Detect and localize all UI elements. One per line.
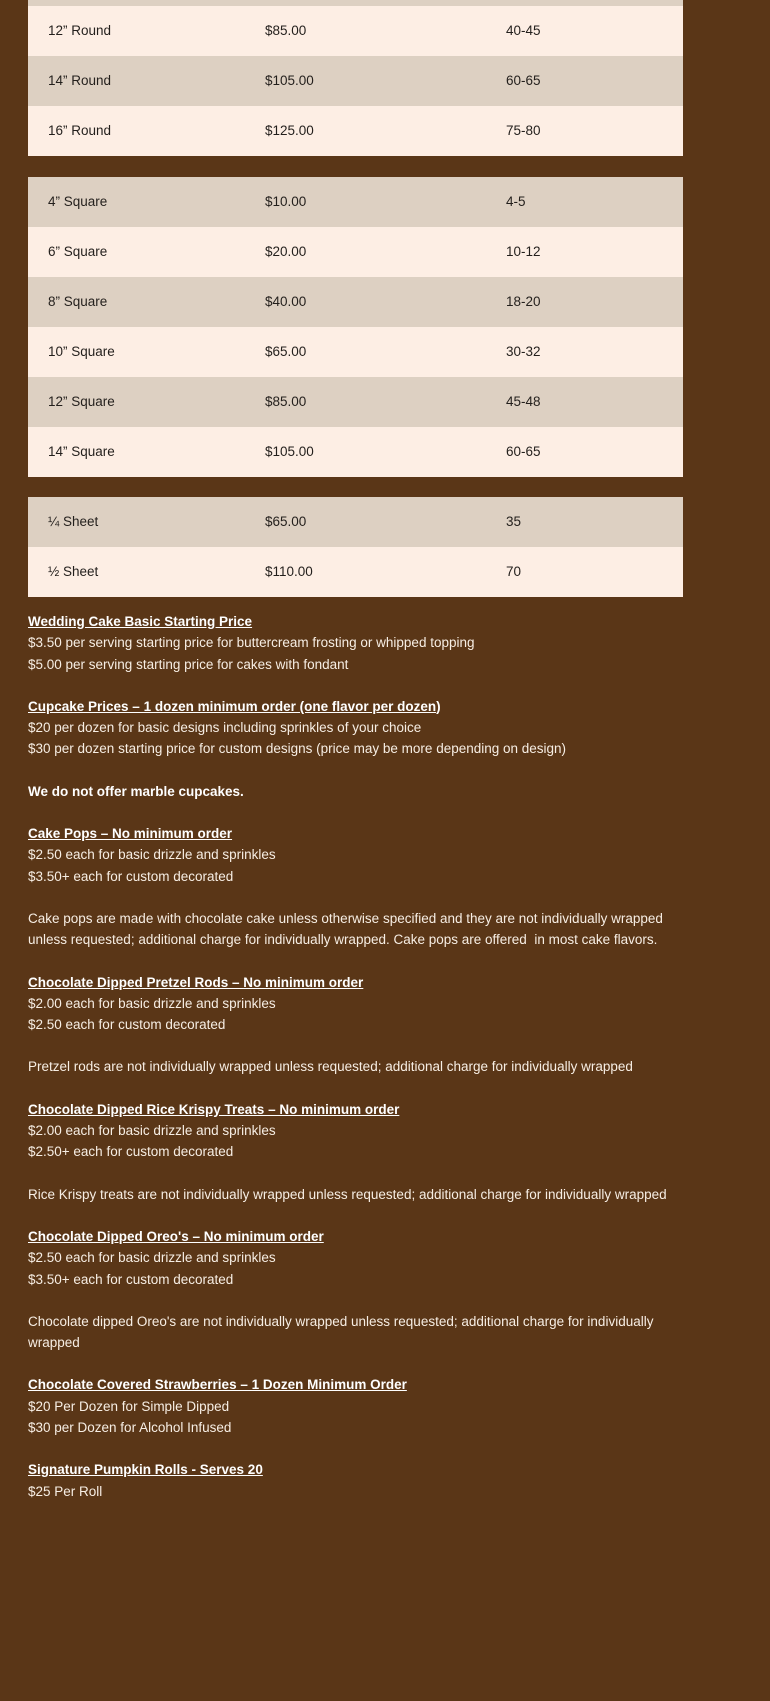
cell-serves: 60-65: [506, 443, 541, 459]
cell-size: ¼ Sheet: [48, 513, 99, 529]
cell-serves: 60-65: [506, 72, 541, 88]
cell-size: 12” Round: [48, 22, 112, 38]
cell-size: 8” Square: [48, 293, 108, 309]
cell-price: $10.00: [265, 193, 307, 209]
price-line: $3.50+ each for custom decorated: [28, 868, 234, 884]
round-cakes-body: [28, 0, 683, 156]
cell-serves: 45-48: [506, 393, 541, 409]
cell-price: $105.00: [265, 443, 314, 459]
price-line: $2.50 each for basic drizzle and sprinkles: [28, 847, 276, 863]
section-cake-pops: [28, 823, 700, 887]
cell-size: ½ Sheet: [48, 563, 99, 579]
cell-size: 10” Square: [48, 343, 115, 359]
section-heading-underlined: Chocolate Dipped Rice Krispy Treats – No minimum order: [28, 1101, 400, 1117]
table-row: [28, 327, 683, 377]
price-line: $2.50 each for custom decorated: [28, 1017, 226, 1033]
table-row: [28, 377, 683, 427]
pricing-details: [28, 597, 770, 1502]
price-line: $2.50+ each for custom decorated: [28, 1144, 234, 1160]
section-rice-krispy-note: [28, 1184, 700, 1205]
cell-size: 14” Round: [48, 72, 112, 88]
table-row: [28, 547, 683, 597]
price-line: $30 per Dozen for Alcohol Infused: [28, 1420, 232, 1436]
section-pretzel-rods-note: [28, 1056, 700, 1077]
section-pumpkin-rolls: [28, 1459, 700, 1502]
cell-size: 14” Square: [48, 443, 115, 459]
cell-serves: 35: [506, 513, 522, 529]
emphasis-note: We do not offer marble cupcakes.: [28, 783, 244, 799]
table-spacer: [28, 477, 770, 497]
section-heading: [28, 1459, 700, 1480]
section-oreos: [28, 1226, 700, 1290]
cell-size: 16” Round: [48, 122, 112, 138]
section-heading: [28, 972, 700, 993]
section-cupcakes: [28, 696, 700, 760]
section-heading-underlined: Chocolate Dipped Pretzel Rods – No minimum order: [28, 974, 364, 990]
section-heading: [28, 696, 700, 717]
price-line: $20 Per Dozen for Simple Dipped: [28, 1398, 230, 1414]
section-heading-underlined: Wedding Cake Basic Starting Price: [28, 614, 253, 629]
section-heading: [28, 1226, 700, 1247]
square-cakes-body: [28, 177, 683, 477]
price-line: $2.50 each for basic drizzle and sprinkles: [28, 1250, 276, 1266]
price-line: $3.50 per serving starting price for buttercream frosting or whipped topping: [28, 635, 475, 651]
section-strawberries: [28, 1374, 700, 1438]
cell-serves: 40-45: [506, 22, 541, 38]
cell-serves: 75-80: [506, 122, 541, 138]
cell-price: $40.00: [265, 293, 307, 309]
cell-size: 4” Square: [48, 193, 108, 209]
table-row: [28, 177, 683, 227]
price-line: $30 per dozen starting price for custom designs (price may be more depending on design): [28, 741, 567, 757]
table-row: [28, 427, 683, 477]
cell-price: $65.00: [265, 343, 307, 359]
section-oreos-note: [28, 1311, 700, 1354]
cell-serves: 18-20: [506, 293, 541, 309]
section-note: Pretzel rods are not individually wrapped unless requested; additional charge for individually wrapped: [28, 1059, 633, 1075]
cell-serves: 30-32: [506, 343, 541, 359]
price-line: $3.50+ each for custom decorated: [28, 1271, 234, 1287]
section-wedding-cake: [28, 611, 700, 675]
sheet-cakes-table: [28, 497, 683, 597]
section-marble-note: [28, 781, 700, 802]
table-row: [28, 497, 683, 547]
sheet-cakes-body: [28, 497, 683, 597]
cell-price: $105.00: [265, 72, 314, 88]
section-heading-underlined: Signature Pumpkin Rolls - Serves 20: [28, 1462, 263, 1478]
cell-price: $65.00: [265, 513, 307, 529]
section-heading-underlined: Cupcake Prices – 1 dozen minimum order (one flavor per dozen: [28, 698, 437, 714]
section-cake-pops-note: [28, 908, 700, 951]
table-spacer: [28, 156, 770, 177]
section-note: Cake pops are made with chocolate cake unless otherwise specified and they are not individually wrapped unless requested; additional charge for individually wrapped. Cake pops are offered in most cake flavors.: [28, 910, 667, 948]
cell-price: $110.00: [265, 563, 313, 579]
section-heading: [28, 1099, 700, 1120]
cell-size: 12” Square: [48, 393, 115, 409]
price-line: $25 Per Roll: [28, 1483, 103, 1499]
section-heading: [28, 611, 700, 632]
price-line: $2.00 each for basic drizzle and sprinkles: [28, 995, 276, 1011]
section-rice-krispy: [28, 1099, 700, 1163]
round-cakes-table: [28, 0, 683, 156]
table-row: [28, 227, 683, 277]
table-row: [28, 56, 683, 106]
section-heading: [28, 823, 700, 844]
section-heading-underlined: Chocolate Covered Strawberries – 1 Dozen Minimum Order: [28, 1377, 407, 1393]
table-row: [28, 6, 683, 56]
table-row: [28, 106, 683, 156]
section-heading-underlined: Chocolate Dipped Oreo's – No minimum order: [28, 1228, 324, 1244]
section-heading: [28, 1374, 700, 1395]
cell-serves: 4-5: [506, 193, 526, 209]
price-line: $2.00 each for basic drizzle and sprinkles: [28, 1123, 276, 1139]
section-heading-tail: ): [436, 698, 441, 714]
cell-price: $20.00: [265, 243, 307, 259]
section-note: Chocolate dipped Oreo's are not individually wrapped unless requested; additional charge for individually wrapped: [28, 1313, 658, 1351]
section-pretzel-rods: [28, 972, 700, 1036]
cell-price: $125.00: [265, 122, 314, 138]
cell-serves: 10-12: [506, 243, 541, 259]
cell-price: $85.00: [265, 393, 307, 409]
cell-size: 6” Square: [48, 243, 108, 259]
section-heading-underlined: Cake Pops – No minimum order: [28, 826, 233, 842]
square-cakes-table: [28, 177, 683, 477]
section-note: Rice Krispy treats are not individually wrapped unless requested; additional charge for individually wrapped: [28, 1186, 667, 1202]
cell-serves: 70: [506, 563, 522, 579]
price-line: $20 per dozen for basic designs including sprinkles of your choice: [28, 720, 422, 736]
table-row: [28, 277, 683, 327]
price-line: $5.00 per serving starting price for cakes with fondant: [28, 656, 349, 672]
cell-price: $85.00: [265, 22, 307, 38]
